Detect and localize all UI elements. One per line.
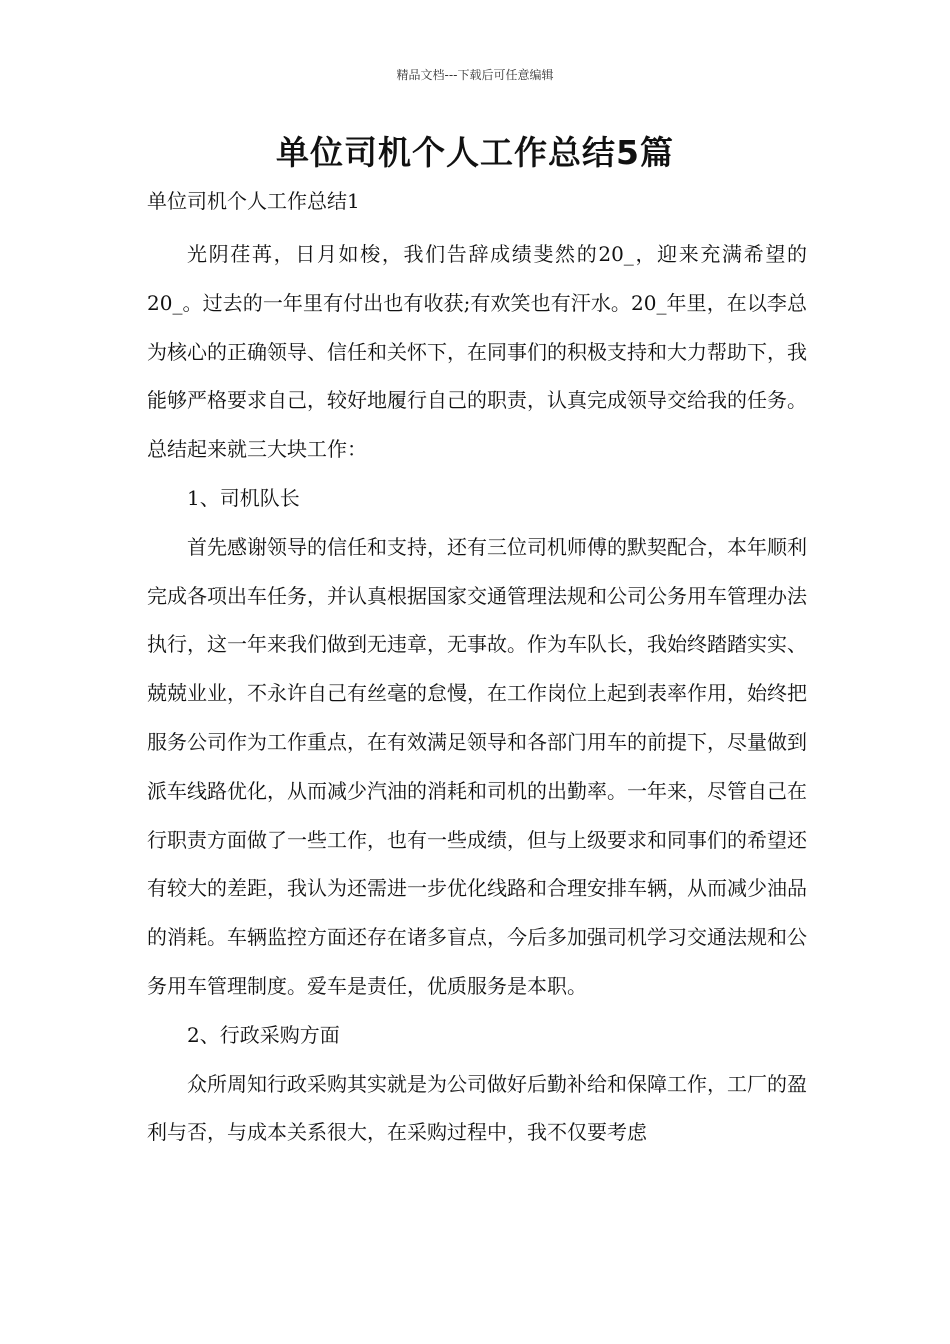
document-title: 单位司机个人工作总结5篇: [276, 133, 674, 172]
paragraph-procurement: 众所周知行政采购其实就是为公司做好后勤补给和保障工作，工厂的盈利与否，与成本关系很大，在采购过程中，我不仅要考虑: [147, 1071, 807, 1145]
paragraph-driver-captain: 首先感谢领导的信任和支持，还有三位司机师傅的默契配合，本年顺利完成各项出车任务，并认真根据国家交通管理法规和公司公务用车管理办法执行，这一年来我们做到无违章，无事故。作为车队长，我始终踏踏实实、兢兢业业，不永许自己有丝毫的怠慢，在工作岗位上起到表率作用，始终把服务公司作为工作重点，在有效满足领导和各部门用车的前提下，尽量做到派车线路优化，从而减少汽油的消耗和司机的出勤率。一年来，尽管自己在行职责方面做了一些工作，也有一些成绩，但与上级要求和同事们的希望还有较大的差距，我认为还需进一步优化线路和合理安排车辆，从而减少油品的消耗。车辆监控方面还存在诸多盲点，今后多加强司机学习交通法规和公务用车管理制度。爱车是责任，优质服务是本职。: [147, 534, 807, 998]
section-subtitle: 单位司机个人工作总结1: [147, 189, 360, 213]
section-heading-driver-captain: 1、司机队长: [187, 485, 300, 510]
document-body: [147, 230, 807, 1157]
paragraph-intro: 光阴荏苒，日月如梭，我们告辞成绩斐然的20_，迎来充满希望的20_。过去的一年里有付出也有收获;有欢笑也有汗水。20_年里，在以李总为核心的正确领导、信任和关怀下，在同事们的积极支持和大力帮助下，我能够严格要求自己，较好地履行自己的职责，认真完成领导交给我的任务。总结起来就三大块工作：: [147, 242, 807, 462]
header-note: 精品文档---下载后可任意编辑: [396, 68, 554, 82]
section-heading-procurement: 2、行政采购方面: [187, 1022, 340, 1047]
